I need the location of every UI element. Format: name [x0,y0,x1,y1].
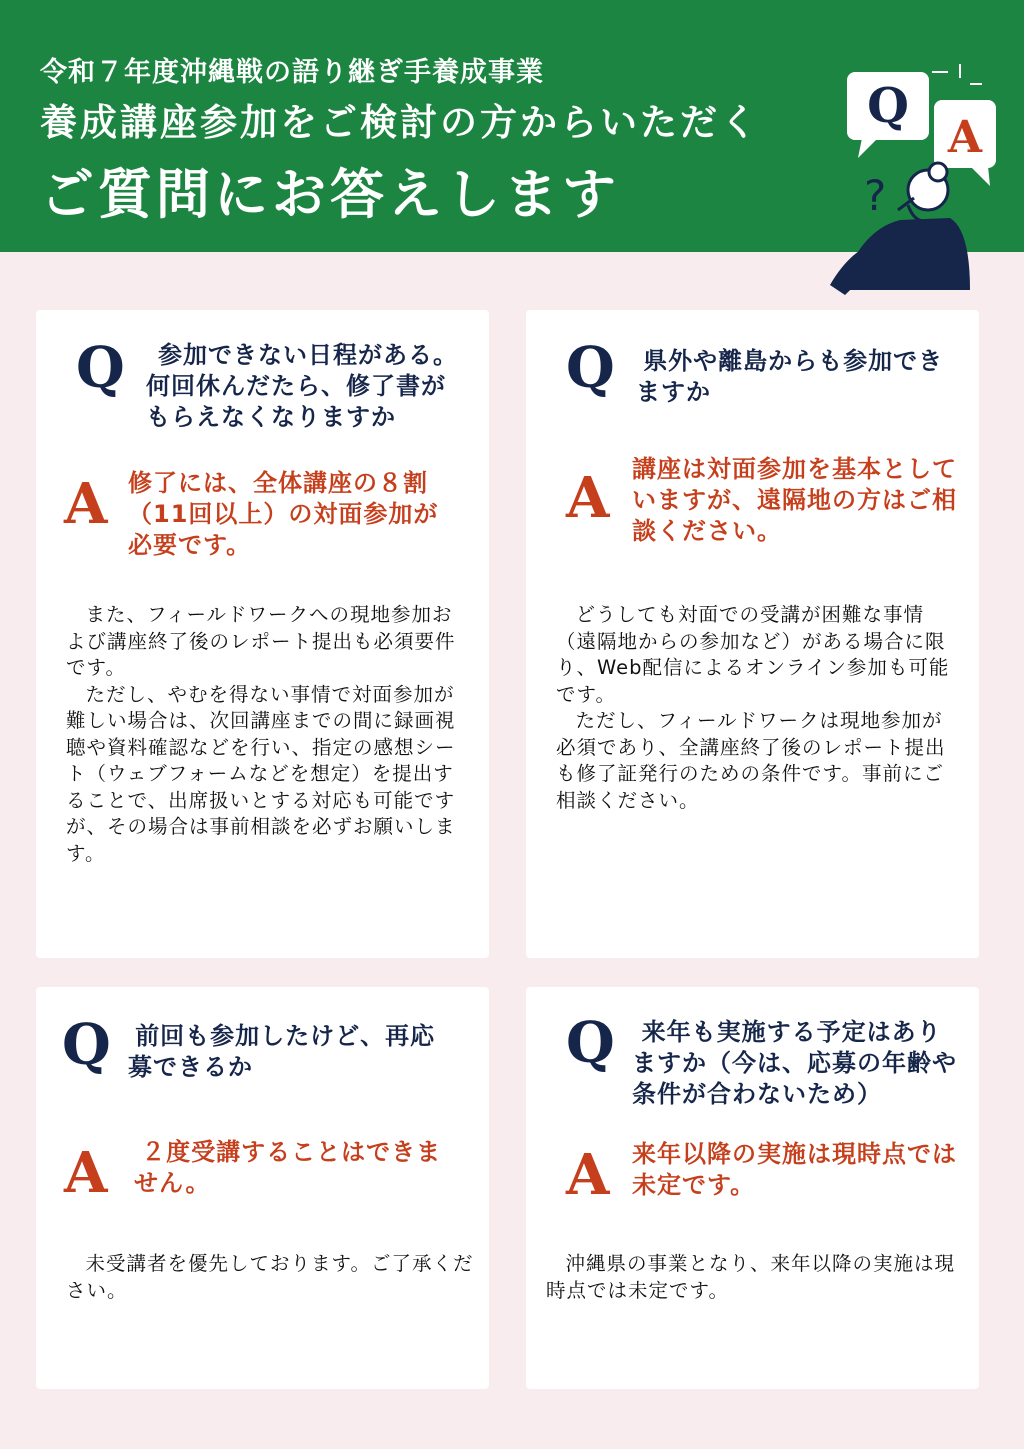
question-text: 参加できない日程がある。何回休んだたら、修了書がもらえなくなりますか [146,341,458,431]
answer-a-icon: A [64,471,108,537]
answer-text: 修了には、全体講座の８割（11回以上）の対面参加が必要です。 [128,469,439,559]
question-mark-icon: ? [864,171,887,220]
detail-paragraph: ただし、フィールドワークは現地参加が必須であり、全講座終了後のレポート提出も修了証発行のための条件です。事前にご相談ください。 [556,709,946,812]
woman-figure-icon [830,163,970,295]
answer-text: 来年以降の実施は現時点では未定です。 [632,1140,957,1199]
answer-a-icon: A [64,1140,108,1206]
faq-card-reapply [36,987,489,1389]
question-text: 前回も参加したけど、再応募できるか [128,1022,436,1081]
answer-detail [546,1251,961,1304]
answer-text: 講座は対面参加を基本としていますが、遠隔地の方はご相談ください。 [632,455,957,545]
answer-a-icon: A [566,1142,610,1208]
answer-detail [556,602,956,814]
header-line2: 養成講座参加をご検討の方からいただく [40,101,760,144]
answer-detail [66,602,464,867]
question-text: 来年も実施する予定はありますか（今は、応募の年齢や条件が合わないため） [632,1018,957,1108]
answer-a-icon: A [566,465,610,531]
detail-paragraph: 沖縄県の事業となり、来年以降の実施は現時点では未定です。 [546,1252,956,1302]
svg-text:Q: Q [867,78,909,134]
question-q-icon: Q [76,335,125,401]
detail-paragraph: また、フィールドワークへの現地参加および講座終了後のレポート提出も必須要件です。 [66,603,456,679]
faq-card-remote [526,310,979,958]
question-q-icon: Q [62,1012,111,1078]
faq-card-next-year [526,987,979,1389]
header-subtitle: 令和７年度沖縄戦の語り継ぎ手養成事業 [40,57,544,88]
question-text: 県外や離島からも参加できますか [636,347,944,406]
answer-text: ２度受講することはできません。 [134,1138,442,1197]
detail-paragraph: どうしても対面での受講が困難な事情（遠隔地からの参加など）がある場合に限り、Web配信によるオンライン参加も可能です。 [556,603,950,706]
page-title: ご質問にお答えします [40,163,620,226]
detail-paragraph: ただし、やむを得ない事情で対面参加が難しい場合は、次回講座までの間に録画視聴や資料確認などを行い、指定の感想シート（ウェブフォームなどを想定）を提出することで、出席扱いとする対応も可能ですが、その場合は事前相談を必ずお願いします。 [66,682,456,865]
answer-detail [66,1251,476,1304]
q-bubble-icon [847,72,929,158]
qa-thinking-woman-illustration [820,60,1010,310]
question-q-icon: Q [566,335,615,401]
svg-text:A: A [947,112,983,163]
question-q-icon: Q [566,1010,615,1076]
faq-card-attendance [36,310,489,958]
detail-paragraph: 未受講者を優先しております。ご了承ください。 [66,1252,474,1302]
